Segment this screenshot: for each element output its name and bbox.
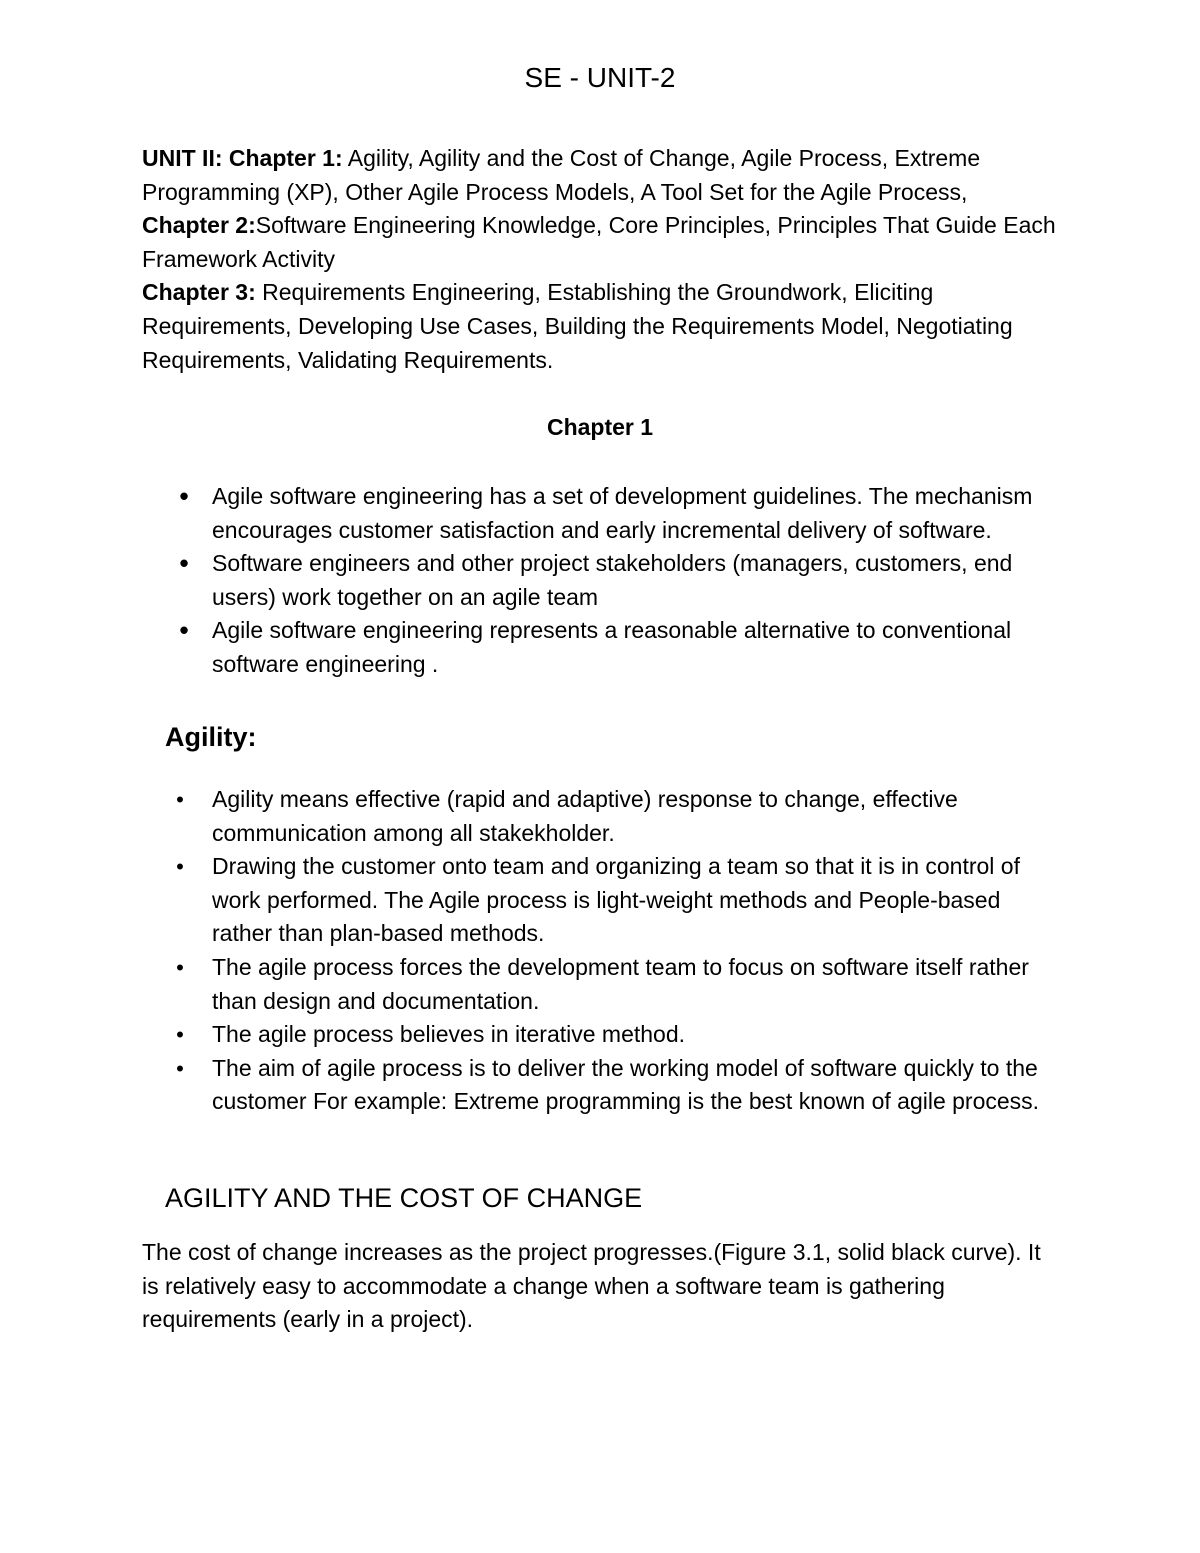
list-item — [179, 614, 1062, 681]
unit-overview — [142, 142, 1072, 377]
bullet-icon: • — [179, 548, 189, 579]
bullet-icon: • — [176, 1055, 184, 1081]
bullet-icon: • — [179, 615, 189, 646]
list-item-text: Software engineers and other project stakeholders (managers, customers, end users) work together on an agile team — [212, 550, 1013, 610]
chapter2-label: Chapter 2: — [142, 212, 256, 239]
list-item-text: Agility means effective (rapid and adaptive) response to change, effective communication among all stakekholder. — [212, 786, 958, 846]
agility-heading: Agility: — [165, 722, 257, 752]
unit-label: UNIT II: Chapter 1: — [142, 145, 343, 171]
chapter1-heading: Chapter 1 — [546, 414, 654, 440]
cost-of-change-heading: AGILITY AND THE COST OF CHANGE — [165, 1183, 643, 1213]
agility-bullet-list — [176, 783, 1062, 1119]
bullet-icon: • — [176, 954, 184, 980]
list-item — [176, 783, 1062, 850]
list-item-text: Agile software engineering represents a reasonable alternative to conventional software engineering . — [212, 617, 1012, 677]
chapter2-topics: Software Engineering Knowledge, Core Principles, Principles That Guide Each Framework Activity — [142, 212, 1056, 272]
list-item — [176, 1018, 1062, 1052]
chapter3-label: Chapter 3: — [142, 279, 256, 306]
bullet-icon: • — [176, 854, 184, 880]
page-title: SE - UNIT-2 — [524, 62, 676, 93]
cost-of-change-paragraph: The cost of change increases as the project progresses.(Figure 3.1, solid black curve). It is relatively easy to accommodate a change when a software team is gathering requirements (early in a project). — [142, 1239, 1041, 1333]
list-item-text: The agile process believes in iterative method. — [212, 1021, 686, 1048]
list-item — [176, 1052, 1062, 1119]
list-item — [179, 480, 1062, 547]
list-item-text: Agile software engineering has a set of development guidelines. The mechanism encourages customer satisfaction and early incremental delivery of software. — [212, 483, 1033, 543]
bullet-icon: • — [179, 481, 189, 511]
unit-topics: Agility, Agility and the Cost of Change, Agile Process, Extreme Programming (XP), Other Agile Process Models, A Tool Set for the Agile Process, — [142, 145, 981, 205]
list-item — [179, 547, 1062, 614]
list-item — [176, 951, 1062, 1018]
list-item-text: Drawing the customer onto team and organizing a team so that it is in control of work performed. The Agile process is light-weight methods and People-based rather than plan-based methods. — [212, 853, 1020, 947]
list-item-text: The agile process forces the development team to focus on software itself rather than design and documentation. — [212, 953, 1029, 1014]
chapter1-bullet-list — [179, 480, 1062, 682]
bullet-icon: • — [176, 787, 184, 812]
chapter3-topics: Requirements Engineering, Establishing the Groundwork, Eliciting Requirements, Developing Use Cases, Building the Requirements Model, Negotiating Requirements, Validating Requirements. — [142, 279, 1013, 373]
list-item — [176, 850, 1062, 951]
bullet-icon: • — [176, 1022, 184, 1048]
list-item-text: The aim of agile process is to deliver the working model of software quickly to the customer For example: Extreme programming is the best known of agile process. — [212, 1054, 1040, 1115]
